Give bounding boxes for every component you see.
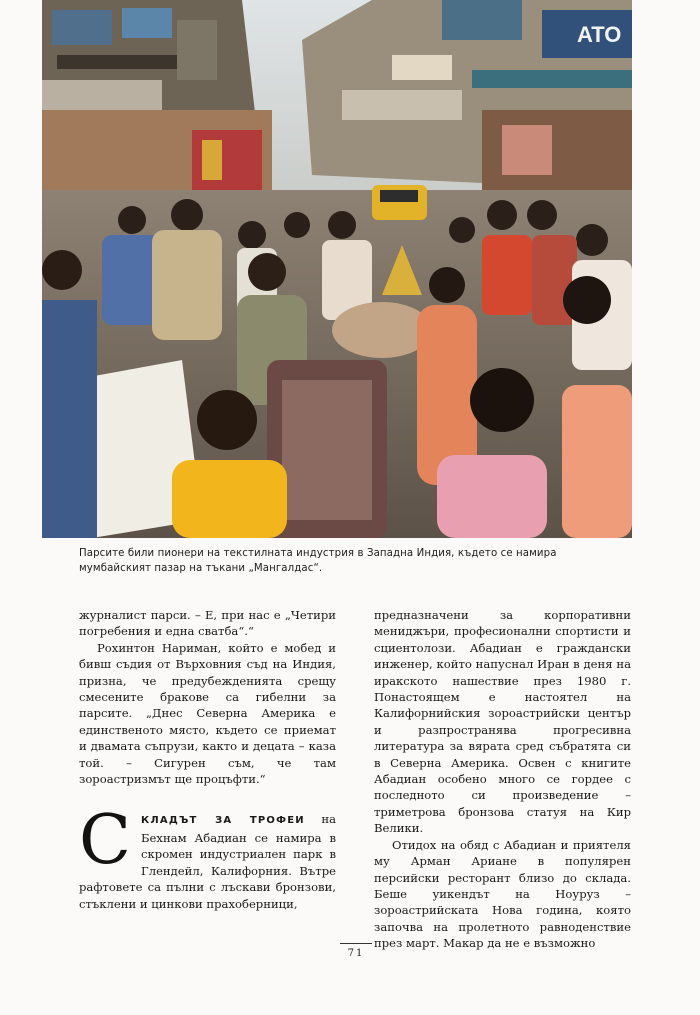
section-opening-paragraph	[79, 801, 336, 911]
paragraph: журналист парси. – Е, при нас е „Четири погребения и една сватба“.“	[79, 608, 336, 639]
drop-cap: С	[79, 801, 132, 881]
page-number: 71	[347, 948, 365, 959]
market-photo	[42, 0, 632, 538]
shop-sign: ATO	[577, 22, 622, 47]
right-text-column	[374, 607, 631, 952]
paragraph-text: на Бехнам Абадиан се намира в скромен индустриален парк в Глендейл, Калифорния. Вътре рафтовете са пълни с лъскави бронзови, стъклени и цинкови прахоберници,	[79, 812, 336, 911]
photo-caption: Парсите били пионери на текстилната индустрия в Западна Индия, където се намира мумбайският пазар на тъкани „Мангалдас“.	[79, 548, 557, 574]
left-text-column	[79, 607, 336, 912]
folio-rule	[340, 943, 372, 944]
lead-in: КЛАДЪТ ЗА ТРОФЕИ	[141, 815, 305, 827]
paragraph: предназначени за корпоративни мениджъри, професионални спортисти и сциентолози. Абадиан е граждански инженер, който напуснал Иран в деня на иракското нашествие през 1980 г. Понастоящем е настоятел на Калифорнийския зороастрийски център и разпространява прогресивна литература за вярата сред събратята си в Северна Америка. Освен с книгите Абадиан особено много се гордее с последното си произведение – триметрова бронзова статуя на Кир Велики.	[374, 608, 631, 836]
paragraph: Отидох на обяд с Абадиан и приятеля му Арман Ариане в популярен персийски ресторант близо до склада. Беше уикендът на Ноуруз – зороастрийската Нова година, която започва на пролетното равноденствие през март. Макар да не е възможно	[374, 837, 631, 951]
paragraph: Рохинтон Нариман, който е мобед и бивш съдия от Върховния съд на Индия, призна, че предубежденията срещу смесените бракове са гибелни за парсите. „Днес Северна Америка е единственото място, където се приемат и двамата съпрузи, както и децата – каза той. – Сигурен съм, че там зороастризмът ще процъфти.“	[79, 640, 336, 787]
